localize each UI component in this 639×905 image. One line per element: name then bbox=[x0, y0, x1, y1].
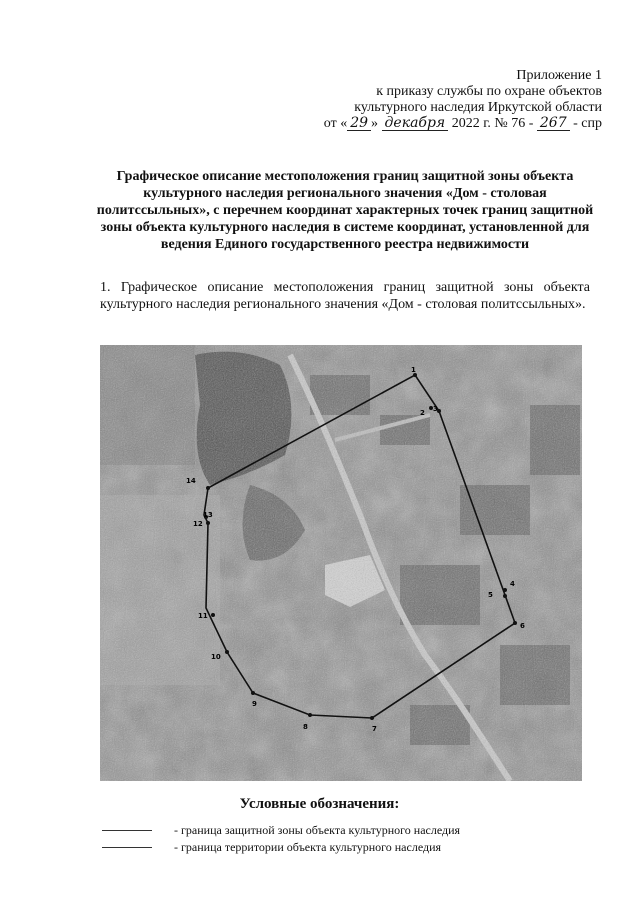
legend-item-protection-zone bbox=[102, 823, 582, 837]
map-svg bbox=[100, 345, 582, 781]
point-8-marker bbox=[308, 713, 312, 717]
appendix-authority: культурного наследия Иркутской области bbox=[354, 100, 602, 115]
point-13-label: 13 bbox=[203, 511, 213, 519]
point-9-label: 9 bbox=[252, 700, 257, 708]
map-grain bbox=[100, 345, 582, 781]
appendix-title: Приложение 1 bbox=[516, 68, 602, 83]
legend-title: Условные обозначения: bbox=[239, 796, 400, 812]
order-month-handwritten: декабря bbox=[382, 116, 449, 131]
point-8-label: 8 bbox=[303, 723, 308, 731]
point-11-marker bbox=[211, 613, 215, 617]
document-title: Графическое описание местоположения границ защитной зоны объекта культурного наследия регионального значения «Дом - столовая политссыльных», с перечнем координат характерных точек границ защитной зоны объекта культурного наследия в системе координат, установленной для ведения Единого государственного реестра недвижимости bbox=[96, 169, 594, 252]
point-9-marker bbox=[251, 691, 255, 695]
point-5-label: 5 bbox=[488, 591, 493, 599]
aerial-map bbox=[100, 345, 582, 781]
point-11-label: 11 bbox=[198, 612, 208, 620]
point-12-label: 12 bbox=[193, 520, 203, 528]
point-6-marker bbox=[513, 621, 517, 625]
point-7-marker bbox=[370, 716, 374, 720]
point-14-marker bbox=[206, 486, 210, 490]
point-4-marker bbox=[503, 588, 507, 592]
order-mid: » bbox=[371, 116, 379, 131]
order-day-handwritten: 29 bbox=[347, 116, 371, 131]
section-1-text: 1. Графическое описание местоположения границ защитной зоны объекта культурного наследия регионального значения «Дом - столовая политссыльных». bbox=[100, 280, 590, 312]
legend-item-protection-zone-label: - граница защитной зоны объекта культурного наследия bbox=[174, 823, 461, 837]
order-suffix: - спр bbox=[573, 116, 602, 131]
point-6-label: 6 bbox=[520, 622, 525, 630]
point-10-marker bbox=[225, 650, 229, 654]
appendix-order-ref: к приказу службы по охране объектов bbox=[376, 84, 602, 99]
point-7-label: 7 bbox=[372, 725, 377, 733]
order-number-handwritten: 267 bbox=[537, 116, 570, 131]
point-3-label: 3 bbox=[433, 405, 438, 413]
point-1-label: 1 bbox=[411, 366, 416, 374]
legend-item-heritage-territory-label: - граница территории объекта культурного наследия bbox=[174, 840, 442, 854]
appendix-header bbox=[324, 68, 602, 132]
point-5-marker bbox=[503, 594, 507, 598]
order-year: 2022 г. № 76 - bbox=[451, 116, 534, 131]
legend-line-protection-zone bbox=[102, 830, 152, 831]
point-14-label: 14 bbox=[186, 477, 196, 485]
point-12-marker bbox=[206, 521, 210, 525]
point-10-label: 10 bbox=[211, 653, 221, 661]
legend-item-heritage-territory bbox=[102, 840, 582, 854]
point-4-label: 4 bbox=[510, 580, 515, 588]
order-date-line bbox=[324, 116, 602, 132]
legend-line-heritage-territory bbox=[102, 847, 152, 848]
order-prefix: от « bbox=[323, 116, 348, 131]
point-2-label: 2 bbox=[420, 409, 425, 417]
